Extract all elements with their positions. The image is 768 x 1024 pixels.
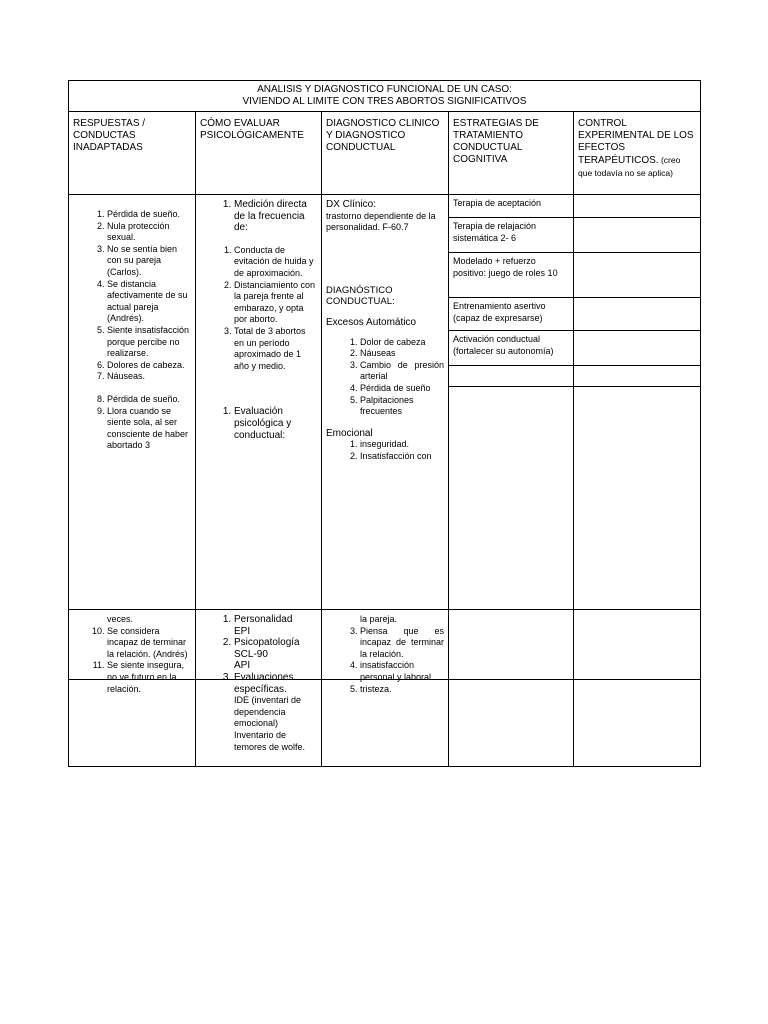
header-diagnostico: DIAGNOSTICO CLINICO Y DIAGNOSTICO CONDUCTUAL — [322, 112, 449, 195]
list-item: Modelado + refuerzo positivo: juego de roles 10 — [449, 253, 573, 298]
list-item: 1. Conducta de evitación de huida y de aproximación. — [234, 245, 317, 280]
dx-label: DX Clínico: — [326, 199, 377, 210]
control-row — [574, 218, 700, 253]
conductual-label: DIAGNÓSTICO CONDUCTUAL: — [326, 284, 395, 308]
list-item: 3. Cambio de presión arterial — [360, 360, 444, 383]
emocional-label: Emocional — [326, 427, 373, 439]
header-control — [574, 112, 701, 195]
evaluar-cell — [196, 195, 322, 680]
excesos-label: Excesos Automático — [326, 316, 417, 328]
estrategias-list — [449, 195, 573, 679]
control-row — [574, 253, 700, 298]
list-item: 6. Dolores de cabeza. — [107, 360, 191, 372]
list-item: Terapia de aceptación — [449, 195, 573, 218]
list-item: 2. Nula protección sexual. — [107, 221, 191, 244]
header-evaluar: CÓMO EVALUAR PSICOLÓGICAMENTE — [196, 112, 322, 195]
control-row — [574, 366, 700, 387]
excesos-list — [326, 337, 444, 418]
control-row — [574, 298, 700, 331]
header-estrategias: ESTRATEGIAS DE TRATAMIENTO CONDUCTUAL COGNITIVA — [449, 112, 574, 195]
list-item: Activación conductual (fortalecer su autonomía) — [449, 331, 573, 366]
control-cell — [574, 195, 701, 680]
list-item: 8. Pérdida de sueño. — [107, 394, 191, 406]
list-item: 1. Pérdida de sueño. — [107, 209, 191, 221]
title-line-2: VIVIENDO AL LIMITE CON TRES ABORTOS SIGNIFICATIVOS — [242, 96, 527, 107]
list-item: 5. Siente insatisfacción porque percibe no realizarse. — [107, 325, 191, 360]
list-item: 3. Evaluaciones específicas. IDE (inventari de dependencia emocional) Inventario de temores de wolfe. — [234, 672, 317, 753]
list-item: 3. Total de 3 abortos en un período aproximado de 1 año y medio. — [234, 326, 317, 372]
list-item: 5. Palpitaciones frecuentes — [360, 395, 444, 418]
estrategias-cont-cell — [449, 610, 574, 767]
list-item: 5. tristeza. — [360, 684, 444, 696]
list-item: 4. Pérdida de sueño — [360, 383, 444, 395]
list-item: Entrenamiento asertivo (capaz de expresarse) — [449, 298, 573, 331]
list-item: 2. Náuseas — [360, 348, 444, 360]
respuestas-continuation: veces. — [107, 614, 134, 624]
control-row — [574, 195, 700, 218]
list-item: 1. Dolor de cabeza — [360, 337, 444, 349]
list-item: 10. Se considera incapaz de terminar la relación. (Andrés) — [107, 626, 191, 661]
list-item: 4. insatisfacción personal y laboral. — [360, 660, 444, 683]
control-cont-cell — [574, 610, 701, 767]
list-item: 11. Se siente insegura, no ve futuro en la relación. — [107, 660, 191, 695]
list-item: 1. Medición directa de la frecuencia de: — [234, 199, 317, 234]
emocional-list — [326, 439, 444, 462]
list-item: 1. Evaluación psicológica y conductual: — [234, 406, 317, 441]
evaluar-cont-cell — [196, 610, 322, 767]
list-item: 2. Distanciamiento con la pareja frente al embarazo, y opta por aborto. — [234, 280, 317, 326]
functional-analysis-table-continued — [68, 609, 701, 767]
list-item: 2. Insatisfacción con — [360, 451, 444, 463]
title-line-1: ANALISIS Y DIAGNOSTICO FUNCIONAL DE UN CASO: — [257, 84, 512, 95]
respuestas-cell — [69, 195, 196, 680]
header-control-main: CONTROL EXPERIMENTAL DE LOS EFECTOS TERAPÉUTICOS. — [578, 118, 694, 166]
list-item: 1. Personalidad EPI — [234, 614, 317, 637]
list-item: 1. inseguridad. — [360, 439, 444, 451]
respuestas-cont-cell — [69, 610, 196, 767]
list-item: 7. Náuseas. — [107, 371, 191, 383]
list-item: 9. Llora cuando se siente sola, al ser consciente de haber abortado 3 — [107, 406, 191, 452]
diagnostico-cont-list — [326, 626, 444, 696]
list-item: 2. Psicopatología SCL-90 API — [234, 637, 317, 672]
estrategias-cell — [449, 195, 574, 680]
control-rows — [574, 195, 700, 673]
functional-analysis-table — [68, 80, 701, 680]
control-row — [574, 331, 700, 366]
header-respuestas: RESPUESTAS / CONDUCTAS INADAPTADAS — [69, 112, 196, 195]
evaluar-list — [200, 199, 317, 441]
diagnostico-continuation: la pareja. — [360, 614, 398, 624]
table-title — [69, 81, 701, 112]
diagnostico-cont-cell — [322, 610, 449, 767]
dx-text: trastorno dependiente de la personalidad. F-60.7 — [326, 210, 436, 233]
respuestas-list — [73, 209, 191, 452]
evaluar-cont-list — [200, 614, 317, 753]
list-item: Terapia de relajación sistemática 2- 6 — [449, 218, 573, 253]
list-item — [449, 366, 573, 387]
respuestas-cont-list — [73, 626, 191, 696]
header-control-note: (creo que todavía no se aplica) — [578, 155, 681, 178]
diagnostico-cell — [322, 195, 449, 680]
list-item: 3. No se sentía bien con su pareja (Carlos). — [107, 244, 191, 279]
list-item: 3. Piensa que es incapaz de terminar la relación. — [360, 626, 444, 661]
list-item: 4. Se distancia afectivamente de su actual pareja (Andrés). — [107, 279, 191, 325]
